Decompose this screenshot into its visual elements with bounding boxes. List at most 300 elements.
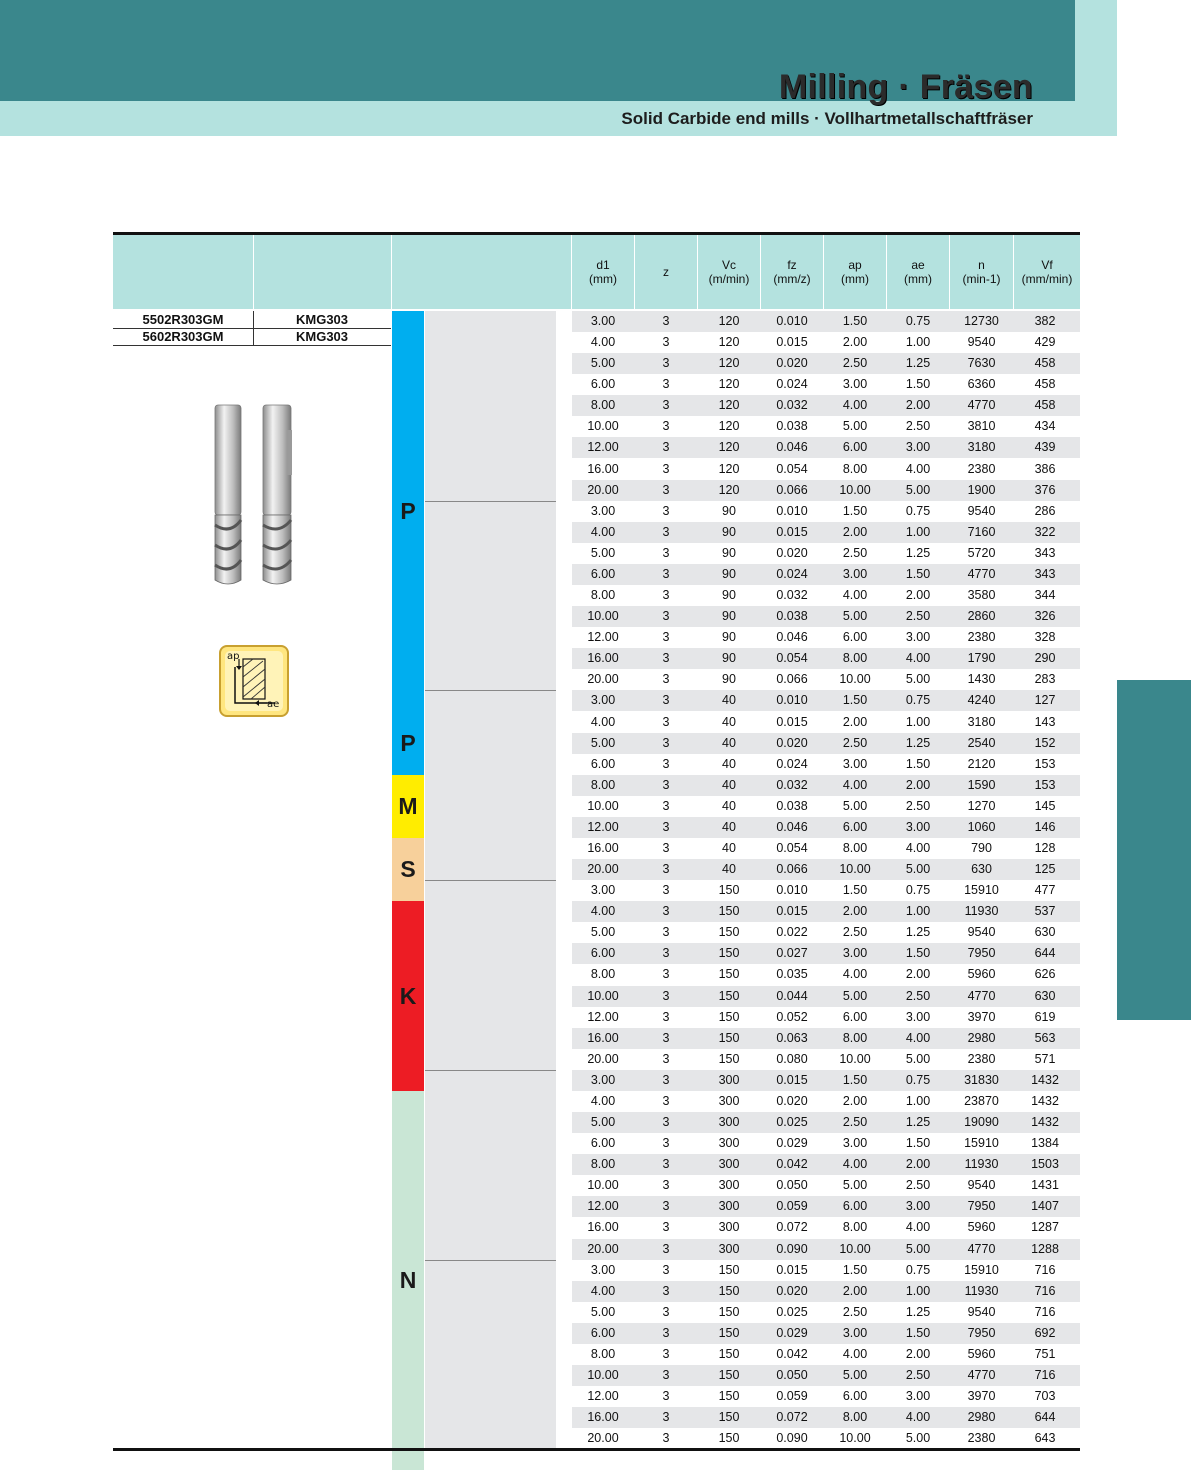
cell-n: 2120 bbox=[967, 756, 996, 771]
cell-vf: 571 bbox=[1034, 1051, 1056, 1066]
cell-vf: 328 bbox=[1034, 630, 1056, 645]
cell-fz: 0.050 bbox=[776, 1368, 808, 1382]
iso-group-m: M bbox=[392, 775, 424, 838]
cell-d1: 16.00 bbox=[587, 1410, 619, 1425]
cell-vf: 458 bbox=[1034, 356, 1056, 371]
cell-vf: 458 bbox=[1034, 398, 1056, 413]
cell-z: 3 bbox=[662, 904, 670, 919]
cell-vc: 150 bbox=[718, 1325, 740, 1340]
cell-d1: 6.00 bbox=[590, 1136, 616, 1151]
cell-ae: 2.50 bbox=[905, 609, 931, 624]
cell-z: 3 bbox=[662, 1220, 670, 1235]
cell-n: 2380 bbox=[967, 461, 996, 476]
cell-ap: 5.00 bbox=[842, 1368, 868, 1382]
cell-z: 3 bbox=[662, 1136, 670, 1151]
cell-ae: 2.50 bbox=[905, 1178, 931, 1193]
cell-ap: 5.00 bbox=[842, 988, 868, 1003]
cell-d1: 4.00 bbox=[590, 1283, 616, 1298]
cell-ae: 1.00 bbox=[905, 1283, 931, 1298]
cell-fz: 0.080 bbox=[776, 1051, 808, 1066]
table-row bbox=[572, 1028, 1080, 1049]
cell-n: 11930 bbox=[964, 904, 999, 919]
table-row bbox=[572, 1091, 1080, 1112]
cell-vf: 386 bbox=[1034, 461, 1056, 476]
table-row bbox=[572, 859, 1080, 880]
col-z-header bbox=[635, 235, 697, 309]
cell-vc: 300 bbox=[718, 1136, 740, 1151]
cell-n: 4240 bbox=[967, 693, 996, 708]
cell-d1: 12.00 bbox=[587, 1009, 619, 1024]
cell-d1: 4.00 bbox=[590, 1093, 616, 1108]
cell-d1: 20.00 bbox=[587, 482, 619, 497]
material-block bbox=[425, 311, 556, 501]
cell-z: 3 bbox=[662, 883, 670, 898]
cell-z: 3 bbox=[662, 714, 670, 729]
cell-ap: 8.00 bbox=[842, 651, 868, 666]
cell-n: 5960 bbox=[967, 967, 996, 982]
table-row bbox=[572, 648, 1080, 669]
cell-vf: 1432 bbox=[1031, 1072, 1059, 1087]
cell-vc: 90 bbox=[722, 651, 736, 666]
cell-z: 3 bbox=[662, 335, 670, 350]
cell-ap: 3.00 bbox=[842, 377, 868, 392]
cell-vf: 344 bbox=[1034, 588, 1056, 603]
cell-d1: 8.00 bbox=[590, 1346, 616, 1361]
cell-fz: 0.029 bbox=[776, 1136, 808, 1151]
table-row bbox=[572, 627, 1080, 648]
cell-n: 12730 bbox=[964, 314, 999, 328]
cell-n: 630 bbox=[971, 862, 992, 877]
col-ap-label: ap bbox=[848, 258, 862, 272]
cell-d1: 8.00 bbox=[590, 777, 616, 792]
cell-vc: 150 bbox=[718, 1346, 740, 1361]
cell-z: 3 bbox=[662, 756, 670, 771]
cell-z: 3 bbox=[662, 672, 670, 687]
cell-fz: 0.015 bbox=[776, 1262, 808, 1277]
cell-fz: 0.015 bbox=[776, 524, 808, 539]
cell-d1: 16.00 bbox=[587, 841, 619, 855]
col-ae-label: ae bbox=[911, 258, 925, 272]
cell-ap: 2.00 bbox=[842, 1093, 868, 1108]
cell-n: 1270 bbox=[967, 798, 996, 813]
cell-n: 6360 bbox=[967, 377, 996, 392]
cell-vf: 376 bbox=[1034, 482, 1056, 497]
cell-n: 2380 bbox=[967, 630, 996, 645]
cell-ap: 6.00 bbox=[842, 1009, 868, 1024]
cell-ae: 3.00 bbox=[905, 819, 931, 834]
cell-vf: 439 bbox=[1034, 440, 1056, 455]
cell-ap: 10.00 bbox=[839, 672, 871, 687]
cell-vf: 343 bbox=[1034, 566, 1056, 581]
cell-vf: 1288 bbox=[1031, 1241, 1059, 1256]
cell-n: 5960 bbox=[967, 1220, 996, 1235]
cell-fz: 0.015 bbox=[776, 904, 808, 919]
cell-vf: 1407 bbox=[1031, 1199, 1059, 1214]
cell-d1: 3.00 bbox=[590, 883, 616, 898]
cell-fz: 0.038 bbox=[776, 609, 808, 624]
cell-n: 11930 bbox=[964, 1283, 999, 1298]
cell-fz: 0.020 bbox=[776, 1283, 808, 1298]
cell-d1: 10.00 bbox=[587, 1368, 619, 1382]
cell-n: 1590 bbox=[967, 777, 996, 792]
cell-vc: 150 bbox=[718, 1410, 740, 1425]
cell-ae: 1.25 bbox=[905, 1115, 931, 1130]
cell-fz: 0.054 bbox=[776, 461, 808, 476]
cell-vc: 90 bbox=[722, 566, 736, 581]
cell-z: 3 bbox=[662, 1072, 670, 1087]
cell-vf: 563 bbox=[1034, 1030, 1056, 1045]
table-row bbox=[572, 880, 1080, 901]
cell-d1: 20.00 bbox=[587, 1241, 619, 1256]
cell-fz: 0.042 bbox=[776, 1346, 808, 1361]
table-row bbox=[572, 901, 1080, 922]
cell-z: 3 bbox=[662, 356, 670, 371]
product-code: 5602R303GM bbox=[142, 329, 224, 344]
cell-vc: 90 bbox=[722, 609, 736, 624]
cell-ae: 5.00 bbox=[905, 1051, 931, 1066]
table-row bbox=[572, 1007, 1080, 1028]
table-row bbox=[572, 690, 1080, 711]
cell-z: 3 bbox=[662, 419, 670, 434]
col-vf-unit: (mm/min) bbox=[1021, 272, 1073, 286]
cell-ae: 0.75 bbox=[905, 883, 931, 898]
cell-ae: 5.00 bbox=[905, 1431, 931, 1446]
table-row bbox=[572, 395, 1080, 416]
cell-fz: 0.042 bbox=[776, 1157, 808, 1172]
cell-vc: 300 bbox=[718, 1157, 740, 1172]
cell-vf: 644 bbox=[1034, 946, 1056, 961]
cell-vf: 326 bbox=[1034, 609, 1056, 624]
cell-vf: 477 bbox=[1034, 883, 1056, 898]
cell-ae: 1.25 bbox=[905, 735, 931, 750]
col-n-label: n bbox=[978, 258, 985, 272]
cell-ap: 6.00 bbox=[842, 630, 868, 645]
cell-z: 3 bbox=[662, 1157, 670, 1172]
table-row bbox=[572, 796, 1080, 817]
cell-d1: 12.00 bbox=[587, 1199, 619, 1214]
cell-z: 3 bbox=[662, 1368, 670, 1382]
cell-fz: 0.032 bbox=[776, 588, 808, 603]
cell-vc: 300 bbox=[718, 1199, 740, 1214]
table-row bbox=[572, 1302, 1080, 1323]
cell-z: 3 bbox=[662, 1051, 670, 1066]
cell-ae: 2.00 bbox=[905, 588, 931, 603]
cell-z: 3 bbox=[662, 440, 670, 455]
cell-d1: 4.00 bbox=[590, 524, 616, 539]
cell-ae: 2.00 bbox=[905, 1157, 931, 1172]
cell-vf: 382 bbox=[1034, 314, 1056, 328]
cell-n: 3180 bbox=[967, 714, 996, 729]
cell-ap: 2.00 bbox=[842, 335, 868, 350]
cell-ae: 4.00 bbox=[905, 651, 931, 666]
cell-n: 7160 bbox=[967, 524, 996, 539]
cell-n: 11930 bbox=[964, 1157, 999, 1172]
cell-ap: 8.00 bbox=[842, 841, 868, 855]
cell-vf: 716 bbox=[1034, 1368, 1056, 1382]
cell-ae: 1.00 bbox=[905, 904, 931, 919]
table-row bbox=[572, 522, 1080, 543]
cell-vc: 90 bbox=[722, 588, 736, 603]
cell-n: 23870 bbox=[964, 1093, 999, 1108]
cell-vc: 90 bbox=[722, 503, 736, 518]
cell-z: 3 bbox=[662, 1199, 670, 1214]
section-side-tab bbox=[1117, 680, 1191, 1020]
cell-n: 19090 bbox=[964, 1115, 999, 1130]
cell-ap: 10.00 bbox=[839, 1241, 871, 1256]
cell-vf: 153 bbox=[1034, 777, 1056, 792]
table-row bbox=[572, 1112, 1080, 1133]
cell-vc: 120 bbox=[718, 482, 740, 497]
cell-d1: 10.00 bbox=[587, 609, 619, 624]
cell-d1: 10.00 bbox=[587, 419, 619, 434]
iso-group-p: P bbox=[392, 311, 424, 712]
cell-n: 4770 bbox=[967, 1241, 996, 1256]
cell-ap: 1.50 bbox=[842, 883, 868, 898]
table-bottom-rule bbox=[113, 1448, 1080, 1451]
cell-d1: 20.00 bbox=[587, 1051, 619, 1066]
cell-n: 4770 bbox=[967, 1368, 996, 1382]
cell-ae: 4.00 bbox=[905, 1410, 931, 1425]
cell-vc: 40 bbox=[722, 862, 736, 877]
cell-vc: 120 bbox=[718, 398, 740, 413]
cell-vc: 300 bbox=[718, 1220, 740, 1235]
col-ap-unit: (mm) bbox=[841, 272, 869, 286]
cell-vc: 150 bbox=[718, 904, 740, 919]
cell-d1: 16.00 bbox=[587, 651, 619, 666]
cell-fz: 0.025 bbox=[776, 1115, 808, 1130]
table-row bbox=[572, 922, 1080, 943]
cell-vf: 1432 bbox=[1031, 1093, 1059, 1108]
cell-n: 15910 bbox=[964, 1262, 999, 1277]
cell-vc: 150 bbox=[718, 1389, 740, 1404]
table-row bbox=[572, 1196, 1080, 1217]
ae-label: ae bbox=[267, 699, 280, 710]
cell-d1: 20.00 bbox=[587, 1431, 619, 1446]
cell-z: 3 bbox=[662, 693, 670, 708]
cell-d1: 10.00 bbox=[587, 798, 619, 813]
table-row bbox=[572, 585, 1080, 606]
cell-fz: 0.046 bbox=[776, 440, 808, 455]
cell-vc: 150 bbox=[718, 1304, 740, 1319]
cell-vf: 692 bbox=[1034, 1325, 1056, 1340]
cell-ap: 2.50 bbox=[842, 1304, 868, 1319]
cell-ap: 4.00 bbox=[842, 1346, 868, 1361]
cell-z: 3 bbox=[662, 1178, 670, 1193]
cell-d1: 12.00 bbox=[587, 630, 619, 645]
cell-ae: 0.75 bbox=[905, 503, 931, 518]
cell-n: 9540 bbox=[967, 925, 996, 940]
cell-z: 3 bbox=[662, 482, 670, 497]
table-row bbox=[572, 606, 1080, 627]
table-row bbox=[572, 501, 1080, 522]
cell-ap: 2.00 bbox=[842, 524, 868, 539]
cell-ap: 2.50 bbox=[842, 1115, 868, 1130]
cell-vf: 343 bbox=[1034, 545, 1056, 560]
cell-vc: 40 bbox=[722, 714, 736, 729]
product-row-divider bbox=[113, 345, 391, 346]
cell-vf: 1287 bbox=[1031, 1220, 1059, 1235]
cell-d1: 12.00 bbox=[587, 1389, 619, 1404]
cell-ae: 2.50 bbox=[905, 419, 931, 434]
cell-ap: 3.00 bbox=[842, 1136, 868, 1151]
table-row bbox=[572, 353, 1080, 374]
cell-vc: 150 bbox=[718, 988, 740, 1003]
cell-z: 3 bbox=[662, 777, 670, 792]
cell-fz: 0.010 bbox=[776, 314, 808, 328]
col-n-header bbox=[950, 235, 1013, 309]
iso-group-s: S bbox=[392, 838, 424, 901]
cell-vf: 127 bbox=[1034, 693, 1056, 708]
cell-ap: 2.50 bbox=[842, 735, 868, 750]
cell-d1: 10.00 bbox=[587, 1178, 619, 1193]
cell-ap: 10.00 bbox=[839, 482, 871, 497]
cell-ap: 5.00 bbox=[842, 798, 868, 813]
cell-z: 3 bbox=[662, 630, 670, 645]
cell-d1: 5.00 bbox=[590, 356, 616, 371]
cell-ap: 10.00 bbox=[839, 1431, 871, 1446]
cell-vf: 322 bbox=[1034, 524, 1056, 539]
cell-fz: 0.059 bbox=[776, 1199, 808, 1214]
table-row bbox=[572, 437, 1080, 458]
cell-ae: 1.00 bbox=[905, 335, 931, 350]
cell-ae: 5.00 bbox=[905, 1241, 931, 1256]
cell-n: 2980 bbox=[967, 1030, 996, 1045]
product-row bbox=[113, 312, 391, 328]
col-d1-label: d1 bbox=[596, 258, 610, 272]
cell-n: 5960 bbox=[967, 1346, 996, 1361]
cell-ap: 1.50 bbox=[842, 503, 868, 518]
table-row bbox=[572, 1217, 1080, 1238]
cell-z: 3 bbox=[662, 545, 670, 560]
cell-z: 3 bbox=[662, 1030, 670, 1045]
cell-ae: 1.50 bbox=[905, 377, 931, 392]
cell-d1: 4.00 bbox=[590, 714, 616, 729]
cell-vf: 290 bbox=[1034, 651, 1056, 666]
cell-ae: 0.75 bbox=[905, 1072, 931, 1087]
cell-n: 3180 bbox=[967, 440, 996, 455]
cell-vf: 283 bbox=[1034, 672, 1056, 687]
product-grade: KMG303 bbox=[295, 329, 349, 344]
table-row bbox=[572, 943, 1080, 964]
material-block-divider bbox=[425, 501, 556, 502]
cell-d1: 3.00 bbox=[590, 1262, 616, 1277]
cell-vc: 150 bbox=[718, 883, 740, 898]
cell-fz: 0.054 bbox=[776, 651, 808, 666]
table-row bbox=[572, 480, 1080, 501]
iso-group-n: N bbox=[392, 1091, 424, 1470]
cell-fz: 0.046 bbox=[776, 630, 808, 645]
cell-ap: 10.00 bbox=[839, 1051, 871, 1066]
cell-vc: 120 bbox=[718, 440, 740, 455]
cell-fz: 0.066 bbox=[776, 862, 808, 877]
table-row bbox=[572, 1070, 1080, 1091]
cell-ae: 0.75 bbox=[905, 314, 931, 328]
cell-fz: 0.027 bbox=[776, 946, 808, 961]
cell-d1: 6.00 bbox=[590, 1325, 616, 1340]
cell-ae: 1.25 bbox=[905, 925, 931, 940]
cell-d1: 4.00 bbox=[590, 904, 616, 919]
cell-d1: 12.00 bbox=[587, 819, 619, 834]
cell-vc: 300 bbox=[718, 1241, 740, 1256]
cell-vf: 286 bbox=[1034, 503, 1056, 518]
col-fz-unit: (mm/z) bbox=[773, 272, 811, 286]
cell-fz: 0.046 bbox=[776, 819, 808, 834]
table-row bbox=[572, 1365, 1080, 1386]
table-row bbox=[572, 1281, 1080, 1302]
cell-vc: 300 bbox=[718, 1178, 740, 1193]
cell-vc: 150 bbox=[718, 967, 740, 982]
cell-z: 3 bbox=[662, 946, 670, 961]
cell-ae: 3.00 bbox=[905, 440, 931, 455]
material-block bbox=[425, 880, 556, 1070]
cell-n: 3810 bbox=[967, 419, 996, 434]
cell-ap: 4.00 bbox=[842, 777, 868, 792]
cell-ae: 0.75 bbox=[905, 1262, 931, 1277]
cell-n: 9540 bbox=[967, 1178, 996, 1193]
cell-ap: 2.50 bbox=[842, 545, 868, 560]
header-corner-band bbox=[1075, 0, 1117, 136]
cell-ae: 1.50 bbox=[905, 566, 931, 581]
cell-vc: 40 bbox=[722, 756, 736, 771]
cell-fz: 0.025 bbox=[776, 1304, 808, 1319]
cell-fz: 0.015 bbox=[776, 1072, 808, 1087]
material-block bbox=[425, 1070, 556, 1260]
cell-z: 3 bbox=[662, 503, 670, 518]
cell-vc: 90 bbox=[722, 630, 736, 645]
cell-ap: 1.50 bbox=[842, 693, 868, 708]
cell-vf: 1384 bbox=[1031, 1136, 1059, 1151]
cell-vf: 751 bbox=[1034, 1346, 1056, 1361]
cell-d1: 16.00 bbox=[587, 1220, 619, 1235]
cell-fz: 0.010 bbox=[776, 503, 808, 518]
cell-n: 2980 bbox=[967, 1410, 996, 1425]
cell-ae: 5.00 bbox=[905, 482, 931, 497]
cell-ae: 5.00 bbox=[905, 672, 931, 687]
cell-ae: 2.00 bbox=[905, 398, 931, 413]
cell-fz: 0.072 bbox=[776, 1410, 808, 1425]
cell-z: 3 bbox=[662, 925, 670, 940]
cell-ae: 1.25 bbox=[905, 545, 931, 560]
material-block bbox=[425, 690, 556, 880]
material-block-divider bbox=[425, 1260, 556, 1261]
product-col-divider bbox=[253, 311, 254, 346]
col-d1-unit: (mm) bbox=[589, 272, 617, 286]
cell-n: 15910 bbox=[964, 1136, 999, 1151]
cell-z: 3 bbox=[662, 819, 670, 834]
cell-z: 3 bbox=[662, 1115, 670, 1130]
cell-ae: 4.00 bbox=[905, 841, 931, 855]
cell-z: 3 bbox=[662, 398, 670, 413]
cell-vc: 120 bbox=[718, 314, 740, 328]
cell-z: 3 bbox=[662, 1410, 670, 1425]
cell-d1: 5.00 bbox=[590, 545, 616, 560]
cell-ae: 4.00 bbox=[905, 1220, 931, 1235]
cell-vf: 153 bbox=[1034, 756, 1056, 771]
cell-ae: 2.00 bbox=[905, 967, 931, 982]
cell-n: 4770 bbox=[967, 566, 996, 581]
table-row bbox=[572, 838, 1080, 859]
cell-ap: 4.00 bbox=[842, 588, 868, 603]
cell-vc: 40 bbox=[722, 777, 736, 792]
cell-z: 3 bbox=[662, 967, 670, 982]
cell-fz: 0.010 bbox=[776, 693, 808, 708]
cell-ae: 1.00 bbox=[905, 1093, 931, 1108]
cell-n: 7630 bbox=[967, 356, 996, 371]
cell-d1: 16.00 bbox=[587, 1030, 619, 1045]
cell-n: 2540 bbox=[967, 735, 996, 750]
cell-vc: 40 bbox=[722, 819, 736, 834]
cell-fz: 0.090 bbox=[776, 1241, 808, 1256]
